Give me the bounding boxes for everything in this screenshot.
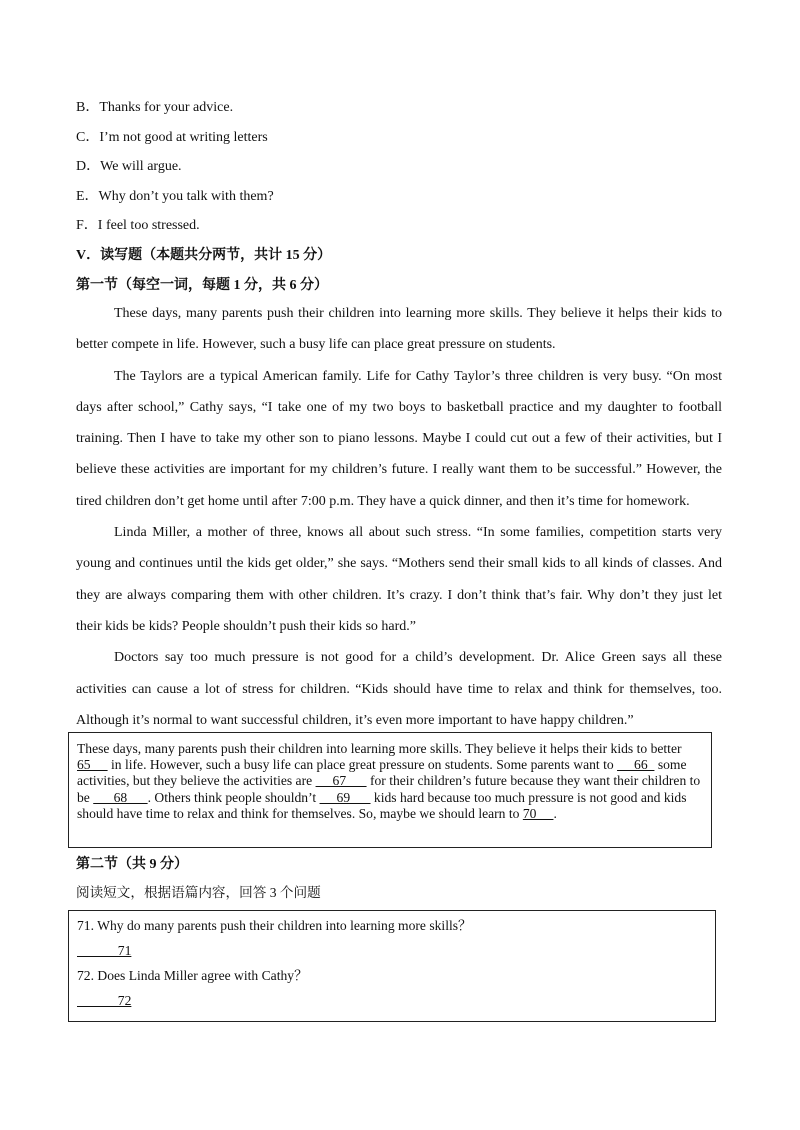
summary-text: . Others think people shouldn’t [147,789,320,805]
passage-paragraph: Linda Miller, a mother of three, knows all about such stress. “In some families, competition starts very young and continues until the kids get older,” she says. “Mothers send their small kids to all kinds of classes. And they are always comparing them with other children. It’s crazy. I don’t think that’s fair. Why don’t they just let their kids be kids? People shouldn’t push their kids so hard.” [76,525,722,634]
summary-text: . [553,805,557,821]
option-e: E．Why don’t you talk with them? [76,189,274,204]
blank-68[interactable]: 68 [93,789,148,805]
answer-blank-71[interactable]: 71 [77,943,132,958]
blank-70[interactable]: 70 [522,805,554,821]
passage-paragraph: Doctors say too much pressure is not good for a child’s development. Dr. Alice Green says all these activities can cause a lot of stress for children. “Kids should have time to relax and think for themselves, too. Although it’s normal to want successful children, it’s even more important to have happy children.” [76,650,722,728]
question-71: 71. Why do many parents push their children into learning more skills？ [77,918,472,933]
blank-67[interactable]: 67 [315,773,367,789]
summary-text: kids hard because too much pressure is not good and kids should have time to relax and think for themselves. So, maybe we should learn to [77,789,687,821]
answer-blank-72[interactable]: 72 [77,993,132,1008]
part2-title: 第二节（共 9 分） [76,857,188,872]
option-f: F．I feel too stressed. [76,218,200,233]
questions-box [68,910,716,1022]
question-72: 72. Does Linda Miller agree with Cathy？ [77,968,308,983]
blank-69[interactable]: 69 [319,789,371,805]
summary-text: some activities, but they believe the activities are [77,757,687,789]
part2-instruction: 阅读短文，根据语篇内容，回答 3 个问题 [76,885,321,900]
part1-title: 第一节（每空一词，每题 1 分，共 6 分） [76,278,328,293]
summary-box [68,732,712,848]
passage-paragraph: The Taylors are a typical American family. Life for Cathy Taylor’s three children is very busy. “On most days after school,” Cathy says, “I take one of my two boys to basketball practice and my daughter to football training. Then I have to take my other son to piano lessons. Maybe I could cut out a few of their activities, but I believe these activities are important for my children’s future. I really want them to be successful.” However, the tired children don’t get home until after 7:00 p.m. They have a quick dinner, and then it’s time for homework. [76,368,722,509]
section-v-title: V．读写题（本题共分两节，共计 15 分） [76,248,332,263]
summary-text: for their children’s future because they want their children to be [77,773,701,805]
summary-text: These days, many parents push their children into learning more skills. They believe it helps their kids to better [77,741,682,756]
blank-65[interactable]: 65 [77,757,108,773]
blank-66[interactable]: 66 [617,757,655,773]
passage-paragraph: These days, many parents push their children into learning more skills. They believe it helps their kids to better compete in life. However, such a busy life can place great pressure on students. [76,306,722,353]
option-d: D．We will argue. [76,159,182,174]
option-b: B．Thanks for your advice. [76,100,234,115]
summary-text: in life. However, such a busy life can place great pressure on students. Some parents want to [107,757,618,773]
option-c: C．I’m not good at writing letters [76,130,268,145]
reading-passage [76,298,722,736]
